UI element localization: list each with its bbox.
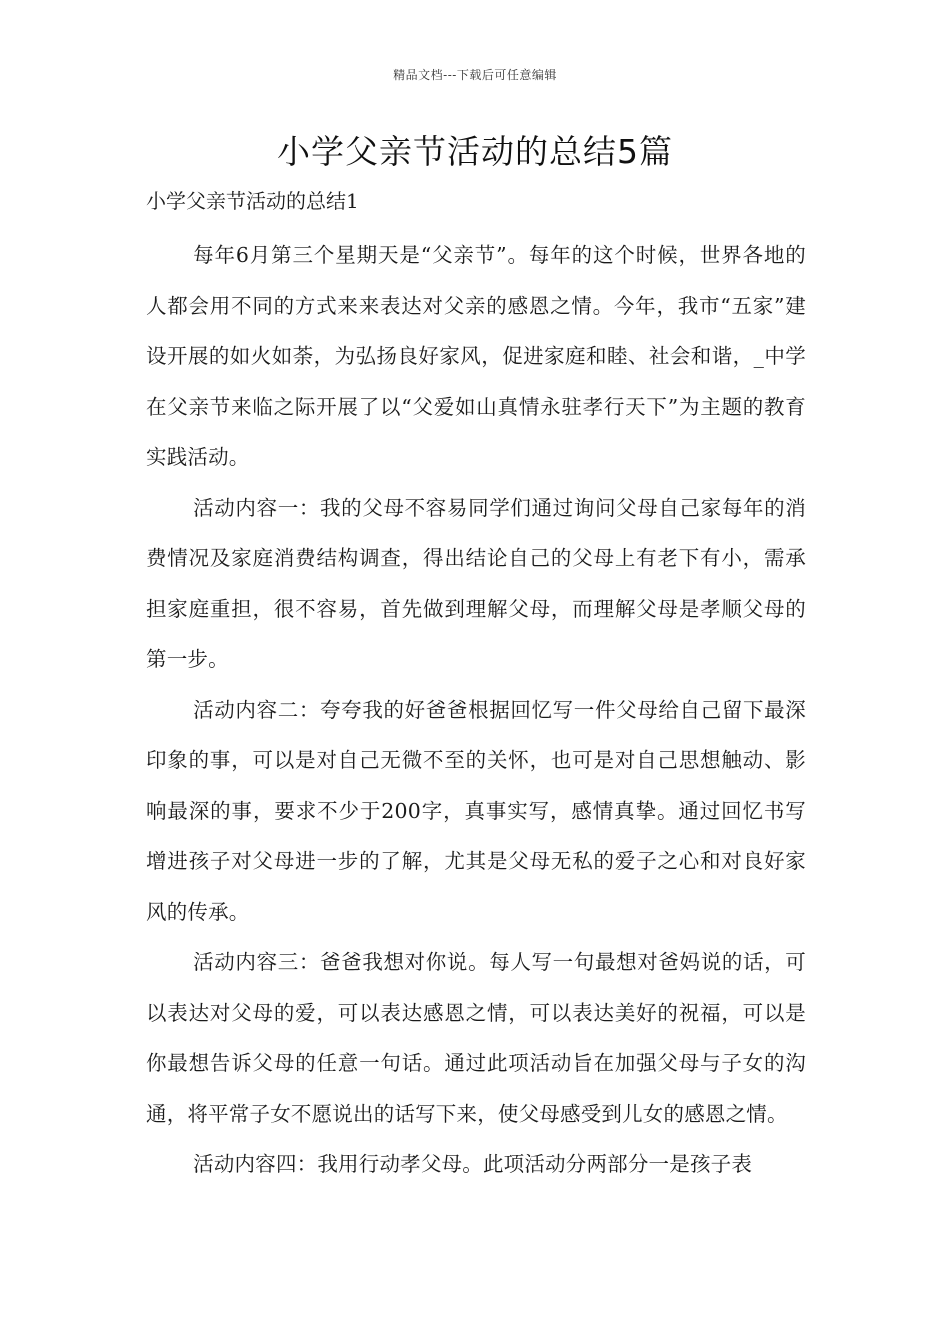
header-note: 精品文档---下载后可任意编辑 — [393, 68, 557, 82]
document-title: 小学父亲节活动的总结5篇 — [277, 132, 673, 171]
document-body — [146, 230, 806, 1190]
paragraph-activity-4: 活动内容四：我用行动孝父母。此项活动分两部分一是孩子表 — [193, 1152, 753, 1176]
section-subtitle: 小学父亲节活动的总结1 — [146, 189, 359, 213]
paragraph-activity-1: 活动内容一：我的父母不容易同学们通过询问父母自己家每年的消费情况及家庭消费结构调查，得出结论自己的父母上有老下有小，需承担家庭重担，很不容易，首先做到理解父母，而理解父母是孝顺父母的第一步。 — [146, 495, 806, 671]
paragraph-activity-3: 活动内容三：爸爸我想对你说。每人写一句最想对爸妈说的话，可以表达对父母的爱，可以表达感恩之情，可以表达美好的祝福，可以是你最想告诉父母的任意一句话。通过此项活动旨在加强父母与子女的沟通，将平常子女不愿说出的话写下来，使父母感受到儿女的感恩之情。 — [146, 950, 806, 1126]
paragraph-intro: 每年6月第三个星期天是“父亲节”。每年的这个时候，世界各地的人都会用不同的方式来来表达对父亲的感恩之情。今年，我市“五家”建设开展的如火如荼，为弘扬良好家风，促进家庭和睦、社会和谐，_中学在父亲节来临之际开展了以“父爱如山真情永驻孝行天下”为主题的教育实践活动。 — [146, 243, 806, 469]
paragraph-activity-2: 活动内容二：夸夸我的好爸爸根据回忆写一件父母给自己留下最深印象的事，可以是对自己无微不至的关怀，也可是对自己思想触动、影响最深的事，要求不少于200字，真事实写，感情真挚。通过回忆书写增进孩子对父母进一步的了解，尤其是父母无私的爱子之心和对良好家风的传承。 — [146, 697, 806, 924]
